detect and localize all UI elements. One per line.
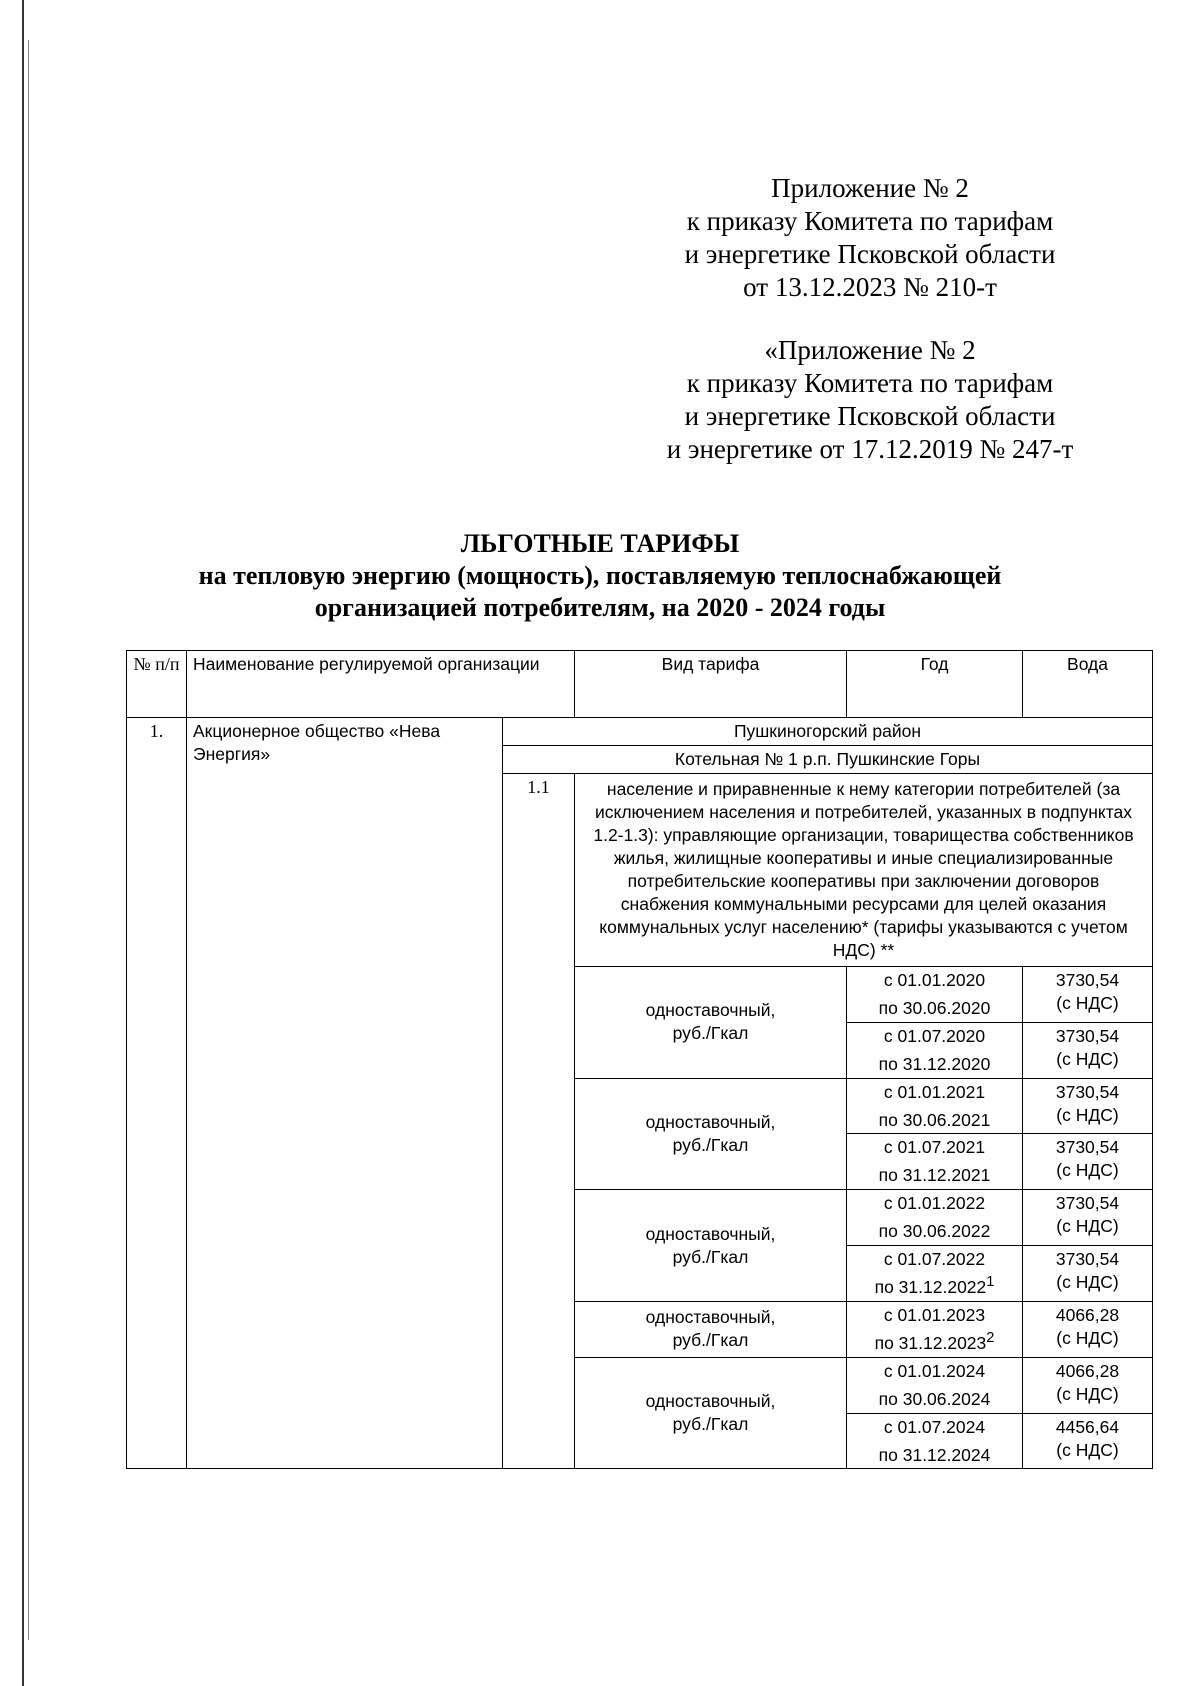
period-cell bbox=[847, 1357, 1023, 1413]
tariff-value: 3730,54 bbox=[1055, 970, 1120, 990]
vat-note: (с НДС) bbox=[1056, 1439, 1119, 1460]
appendix-line: и энергетике Псковской области bbox=[684, 401, 1056, 431]
period-from: с 01.07.2022 bbox=[883, 1249, 986, 1270]
tariff-unit: руб./Гкал bbox=[672, 1134, 749, 1155]
tariff-type-cell bbox=[575, 1301, 847, 1357]
tariff-value: 3730,54 bbox=[1055, 1025, 1120, 1046]
page-margin-line-secondary bbox=[28, 40, 29, 1640]
boiler-cell: Котельная № 1 р.п. Пушкинские Горы bbox=[503, 746, 1153, 774]
header-water: Вода bbox=[1023, 651, 1153, 718]
appendix-line: Приложение № 2 bbox=[771, 173, 969, 203]
vat-note: (с НДС) bbox=[1056, 1048, 1119, 1069]
tariff-type-cell bbox=[575, 1357, 847, 1469]
header-tariff-type: Вид тарифа bbox=[575, 651, 847, 718]
title-line: на тепловую энергию (мощность), поставляемую теплоснабжающей bbox=[198, 561, 1002, 590]
consumer-category: население и приравненные к нему категории потребителей (за исключением населения и потребителей, указанных в подпунктах 1.2-1.3): управляющие организации, товарищества собственников жилья, жилищные кооперативы и иные специализированные потребительские кооперативы при заключении договоров снабжения коммунальными ресурсами для целей оказания коммунальных услуг населению* (тарифы указываются с учетом НДС) ** bbox=[575, 774, 1153, 967]
page-margin-line bbox=[22, 0, 24, 1686]
period-cell bbox=[847, 1134, 1023, 1190]
tariff-label: одноставочный, bbox=[645, 1391, 776, 1412]
period-from: с 01.01.2022 bbox=[883, 1193, 986, 1214]
header-org: Наименование регулируемой организации bbox=[187, 651, 575, 718]
appendix-line: «Приложение № 2 bbox=[764, 335, 976, 365]
period-to: по 30.06.2020 bbox=[878, 997, 991, 1018]
tariff-unit: руб./Гкал bbox=[672, 1414, 749, 1435]
period-cell bbox=[847, 1190, 1023, 1246]
title-line: организацией потребителям, на 2020 - 2024 годы bbox=[314, 593, 886, 622]
period-from: с 01.07.2021 bbox=[883, 1137, 986, 1158]
vat-note: (с НДС) bbox=[1056, 1216, 1119, 1237]
header-year: Год bbox=[847, 651, 1023, 718]
period-from: с 01.01.2021 bbox=[883, 1081, 986, 1102]
period-cell bbox=[847, 1413, 1023, 1469]
value-cell bbox=[1023, 1022, 1153, 1078]
period-from: с 01.01.2020 bbox=[883, 970, 986, 990]
tariff-label: одноставочный, bbox=[645, 1111, 776, 1132]
appendix-line: к приказу Комитета по тарифам bbox=[686, 368, 1054, 398]
period-to: по 31.12.2024 bbox=[878, 1444, 991, 1465]
period-from: с 01.07.2024 bbox=[883, 1416, 986, 1437]
tariff-unit: руб./Гкал bbox=[672, 1023, 749, 1044]
period-to: по 31.12.2022$^1$ bbox=[874, 1274, 995, 1297]
value-cell bbox=[1023, 1190, 1153, 1246]
org-name: Акционерное общество «Нева Энергия» bbox=[187, 718, 503, 1469]
tariff-label: одноставочный, bbox=[645, 1307, 776, 1328]
period-from: с 01.01.2024 bbox=[883, 1360, 986, 1381]
appendix-line: и энергетике Псковской области bbox=[684, 239, 1056, 269]
tariff-unit: руб./Гкал bbox=[672, 1246, 749, 1267]
appendix-line: к приказу Комитета по тарифам bbox=[686, 206, 1054, 236]
value-cell bbox=[1023, 967, 1153, 1023]
appendix-line: и энергетике от 17.12.2019 № 247-т bbox=[666, 434, 1074, 464]
value-cell bbox=[1023, 1357, 1153, 1413]
period-cell bbox=[847, 1022, 1023, 1078]
period-to: по 30.06.2022 bbox=[878, 1221, 991, 1242]
period-cell bbox=[847, 1246, 1023, 1302]
row-number: 1. bbox=[127, 718, 187, 1469]
vat-note: (с НДС) bbox=[1056, 1160, 1119, 1181]
period-to: по 30.06.2021 bbox=[878, 1109, 991, 1130]
tariff-value: 3730,54 bbox=[1055, 1137, 1120, 1158]
header-num: № п/п bbox=[127, 651, 187, 718]
tariff-value: 4066,28 bbox=[1055, 1360, 1120, 1381]
tariff-value: 4066,28 bbox=[1055, 1304, 1120, 1325]
period-to: по 31.12.2021 bbox=[878, 1165, 991, 1186]
district-cell: Пушкиногорский район bbox=[503, 718, 1153, 746]
title-line: ЛЬГОТНЫЕ ТАРИФЫ bbox=[460, 529, 740, 558]
tariff-label: одноставочный, bbox=[645, 1000, 776, 1021]
tariff-value: 3730,54 bbox=[1055, 1081, 1120, 1102]
period-to: по 31.12.2020 bbox=[878, 1053, 991, 1074]
period-to: по 30.06.2024 bbox=[878, 1388, 991, 1409]
period-to: по 31.12.2023$^2$ bbox=[874, 1329, 995, 1353]
tariff-value: 4456,64 bbox=[1055, 1416, 1120, 1437]
value-cell bbox=[1023, 1246, 1153, 1302]
tariff-label: одноставочный, bbox=[645, 1223, 776, 1244]
table-header-row bbox=[127, 651, 1153, 718]
vat-note: (с НДС) bbox=[1056, 1383, 1119, 1404]
period-from: с 01.07.2020 bbox=[883, 1025, 986, 1046]
tariff-value: 3730,54 bbox=[1055, 1249, 1120, 1270]
tariffs-table bbox=[126, 650, 1153, 1469]
appendix-header-old bbox=[600, 334, 1140, 466]
value-cell bbox=[1023, 1413, 1153, 1469]
document-title bbox=[150, 528, 1050, 624]
tariff-type-cell bbox=[575, 1190, 847, 1302]
period-cell bbox=[847, 1078, 1023, 1134]
vat-note: (с НДС) bbox=[1056, 993, 1119, 1013]
vat-note: (с НДС) bbox=[1056, 1272, 1119, 1293]
tariff-unit: руб./Гкал bbox=[672, 1330, 749, 1351]
sub-number: 1.1 bbox=[503, 774, 575, 1469]
value-cell bbox=[1023, 1134, 1153, 1190]
appendix-line: от 13.12.2023 № 210-т bbox=[743, 272, 997, 302]
table-row bbox=[127, 718, 1153, 746]
period-cell bbox=[847, 967, 1023, 1023]
period-cell bbox=[847, 1301, 1023, 1357]
period-from: с 01.01.2023 bbox=[883, 1304, 986, 1325]
tariff-type-cell bbox=[575, 967, 847, 1079]
tariff-value: 3730,54 bbox=[1055, 1193, 1120, 1214]
value-cell bbox=[1023, 1301, 1153, 1357]
tariff-type-cell bbox=[575, 1078, 847, 1190]
vat-note: (с НДС) bbox=[1056, 1327, 1119, 1348]
vat-note: (с НДС) bbox=[1056, 1104, 1119, 1125]
appendix-header-new bbox=[600, 172, 1140, 304]
value-cell bbox=[1023, 1078, 1153, 1134]
